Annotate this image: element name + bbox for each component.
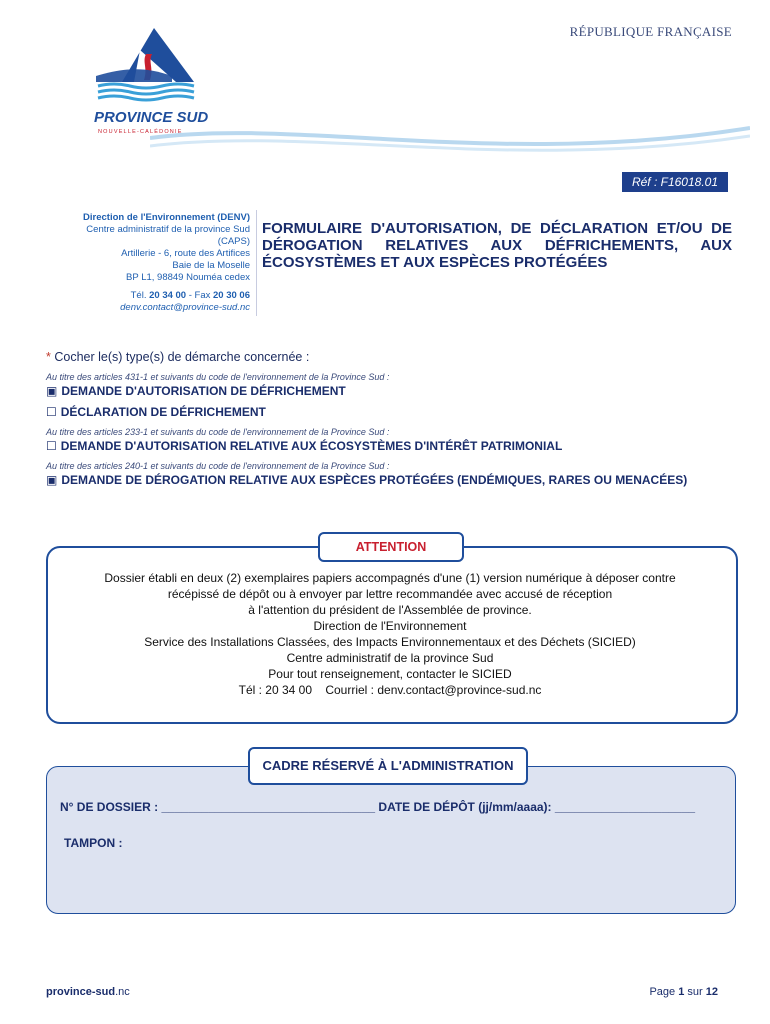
contact-line5: BP L1, 98849 Nouméa cedex — [126, 272, 250, 283]
option-especes-protegees[interactable] — [46, 469, 736, 491]
contact-line1: Centre administratif de la province Sud — [86, 224, 250, 235]
logo-text: PROVINCE SUD — [94, 109, 209, 126]
required-star: * — [46, 350, 51, 364]
tel-label: Tél. — [130, 290, 147, 301]
attention-line: Dossier établi en deux (2) exemplaires papiers accompagnés d'une (1) version numérique à déposer contre — [104, 571, 676, 585]
attention-label: ATTENTION — [318, 532, 464, 562]
instruction — [46, 350, 736, 364]
decorative-swoosh — [150, 108, 750, 168]
option-defrichement-declaration[interactable] — [46, 405, 736, 419]
tampon-label: TAMPON : — [64, 836, 123, 850]
attention-line: Pour tout renseignement, contacter le SICIED — [268, 667, 512, 681]
option-label: DEMANDE D'AUTORISATION RELATIVE AUX ÉCOSYSTÈMES D'INTÉRÊT PATRIMONIAL — [60, 439, 563, 453]
date-label: DATE DE DÉPÔT (jj/mm/aaaa): — [378, 800, 552, 814]
attention-line: Tél : 20 34 00 Courriel : denv.contact@province-sud.nc — [238, 683, 542, 697]
footer-site-bold: province-sud — [46, 986, 116, 998]
law-reference: Au titre des articles 233-1 et suivants du code de l'environnement de la Province Sud : — [46, 427, 390, 437]
dossier-field[interactable]: ________________________________ — [161, 800, 376, 814]
contact-email[interactable]: denv.contact@province-sud.nc — [120, 302, 250, 313]
form-title: FORMULAIRE D'AUTORISATION, DE DÉCLARATION ET/OU DE DÉROGATION RELATIVES AUX DÉFRICHEMENTS, AUX ÉCOSYSTÈMES ET AUX ESPÈCES PROTÉGÉES — [262, 220, 732, 271]
attention-text — [60, 570, 720, 698]
attention-line: Centre administratif de la province Sud — [286, 651, 494, 665]
page-current: 1 — [678, 986, 685, 998]
footer-site-rest: .nc — [115, 986, 130, 998]
admin-box — [46, 766, 736, 914]
contact-block — [40, 212, 250, 314]
checkbox-checked-icon[interactable]: ▣ — [46, 473, 58, 487]
date-field[interactable]: _____________________ — [554, 800, 696, 814]
option-label: DEMANDE D'AUTORISATION DE DÉFRICHEMENT — [61, 384, 346, 398]
admin-fields — [60, 800, 695, 814]
footer-site[interactable] — [46, 986, 130, 998]
checkbox-icon[interactable]: ☐ — [46, 439, 57, 453]
admin-label: CADRE RÉSERVÉ À L'ADMINISTRATION — [248, 747, 528, 785]
option-label: DEMANDE DE DÉROGATION RELATIVE AUX ESPÈCES PROTÉGÉES (ENDÉMIQUES, RARES OU MENACÉES) — [61, 473, 688, 487]
contact-line2: (CAPS) — [217, 236, 250, 247]
law-reference: Au titre des articles 431-1 et suivants du code de l'environnement de la Province Sud : — [46, 372, 390, 382]
republic-header: RÉPUBLIQUE FRANÇAISE — [569, 24, 732, 39]
dossier-label: N° DE DOSSIER : — [60, 800, 159, 814]
reference-badge: Réf : F16018.01 — [622, 172, 728, 192]
contact-line3: Artillerie - 6, route des Artifices — [121, 248, 250, 259]
contact-dept: Direction de l'Environnement (DENV) — [83, 212, 250, 223]
divider — [256, 210, 257, 316]
fax-label: - Fax — [188, 290, 211, 301]
checkbox-checked-icon[interactable]: ▣ — [46, 384, 58, 398]
page-total: 12 — [705, 986, 718, 998]
law-reference: Au titre des articles 240-1 et suivants du code de l'environnement de la Province Sud : — [46, 461, 390, 471]
page-number — [649, 986, 718, 998]
attention-line: Direction de l'Environnement — [313, 619, 467, 633]
logo-subtext: NOUVELLE-CALÉDONIE — [98, 129, 183, 135]
page-prefix: Page — [649, 986, 676, 998]
instruction-text: Cocher le(s) type(s) de démarche concernée : — [54, 350, 310, 364]
fax-value: 20 30 06 — [213, 290, 250, 301]
contact-line4: Baie de la Moselle — [172, 260, 250, 271]
page-mid: sur — [687, 986, 703, 998]
option-ecosystemes[interactable] — [46, 439, 736, 453]
checkbox-icon[interactable]: ☐ — [46, 405, 57, 419]
attention-line: Service des Installations Classées, des Impacts Environnementaux et des Déchets (SICIED) — [144, 635, 636, 649]
option-defrichement-authorization[interactable] — [46, 384, 736, 398]
tel-value: 20 34 00 — [149, 290, 187, 301]
option-label: DÉCLARATION DE DÉFRICHEMENT — [60, 405, 266, 419]
attention-line: à l'attention du président de l'Assemblée de province. — [248, 603, 532, 617]
attention-line: récépissé de dépôt ou à envoyer par lettre recommandée avec accusé de réception — [167, 587, 613, 601]
